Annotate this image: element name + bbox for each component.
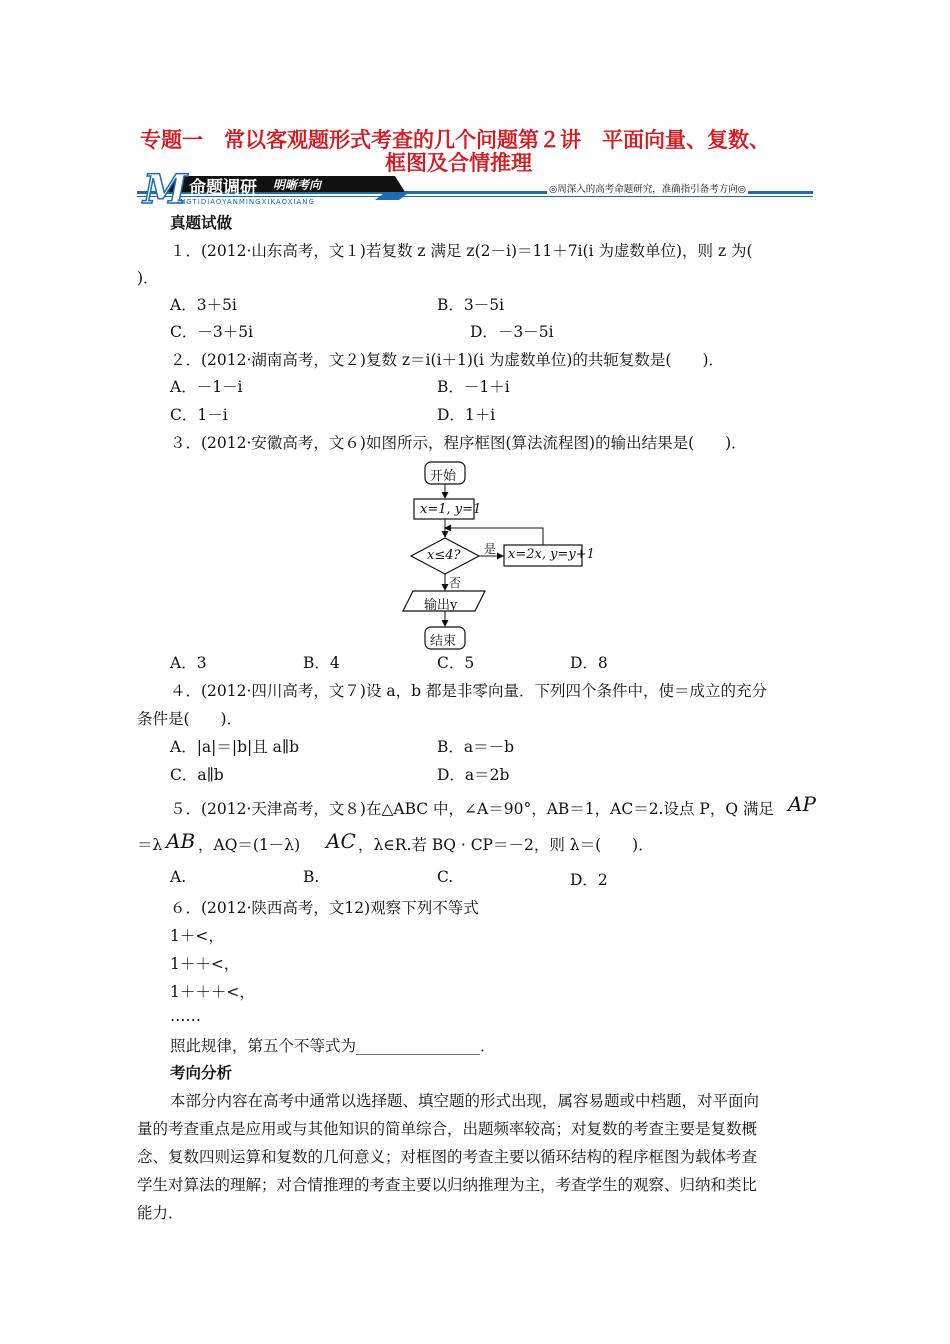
flow-start-label: 开始 — [430, 469, 457, 484]
q2-option-d: D．1＋i — [437, 406, 496, 424]
q5-stem-part-b: ，AQ＝(1－λ) — [198, 836, 301, 854]
banner-subheading: 明晰考向 — [273, 178, 322, 192]
q1-option-c: C．－3＋5i — [170, 323, 254, 341]
q3-option-c: C．5 — [437, 654, 475, 672]
q5-option-a: A. — [170, 868, 187, 886]
q4-option-b: B．a＝－b — [437, 738, 515, 756]
flow-body-label: x=2x, y=y+1 — [508, 547, 595, 562]
q5-option-c: C. — [437, 868, 454, 886]
flow-end-label: 结束 — [430, 634, 457, 649]
page-title-line1: 专题一 常以客观题形式考查的几个问题第２讲 平面向量、复数、 — [140, 128, 770, 152]
q2-option-b: B．－1＋i — [437, 378, 510, 396]
flow-no-label: 否 — [449, 576, 462, 590]
analysis-line: 量的考查重点是应用或与其他知识的简单综合，出题频率较高；对复数的考查主要是复数概 — [137, 1120, 758, 1138]
analysis-line: 学生对算法的理解；对合情推理的考查主要以归纳推理为主，考查学生的观察、归纳和类比 — [137, 1176, 758, 1194]
flow-output-label: 输出y — [424, 598, 458, 613]
banner-right-text: ◎周深入的高考命题研究，准确指引备考方向◎ — [547, 181, 748, 195]
q1-option-d: D．－3－5i — [470, 323, 554, 341]
q3-stem: ３．(2012·安徽高考，文６)如图所示，程序框图(算法流程图)的输出结果是( )． — [170, 434, 747, 452]
q5-vector-ac: AC — [326, 829, 356, 853]
q6-line3: 1＋＋＋<， — [170, 983, 255, 1001]
section-heading-real: 真题试做 — [170, 214, 233, 232]
analysis-line: 念、复数四则运算和复数的几何意义；对框图的考查主要以循环结构的程序框图为载体考查 — [137, 1148, 758, 1166]
flow-cond-label: x≤4? — [427, 548, 461, 563]
analysis-line: 本部分内容在高考中通常以选择题、填空题的形式出现，属容易题或中档题，对平面向 — [170, 1092, 760, 1110]
banner-heading: 命题调研 — [189, 178, 257, 198]
q3-option-a: A．3 — [170, 654, 207, 672]
q6-line2: 1＋＋<， — [170, 955, 240, 973]
q1-stem-cont: )． — [137, 269, 159, 287]
q3-option-d: D．8 — [570, 654, 608, 672]
q6-stem: ６．(2012·陕西高考，文12)观察下列不等式 — [170, 899, 479, 917]
section-banner — [137, 166, 813, 213]
banner-letter: M — [143, 166, 188, 213]
q1-option-b: B．3－5i — [437, 296, 505, 314]
q5-stem: ５．(2012·天津高考，文８)在△ABC 中，∠A＝90°，AB＝1，AC＝2.设点 P，Q 满足 — [170, 800, 774, 818]
page-title-line2: 框图及合情推理 — [385, 151, 532, 175]
q4-option-c: C．a∥b — [170, 766, 224, 784]
q5-stem-part-c: ，λ∈R.若 BQ · CP＝－2，则 λ＝( )． — [358, 836, 654, 854]
q4-option-a: A．|a|＝|b|且 a∥b — [170, 738, 299, 756]
analysis-line: 能力． — [137, 1204, 184, 1222]
q5-option-b: B. — [303, 868, 320, 886]
q4-stem-cont: 条件是( )． — [137, 710, 243, 728]
flow-init-label: x=1, y=1 — [420, 502, 482, 517]
q6-line4: …… — [170, 1007, 201, 1025]
banner-pinyin: INGTIDIAOYANMINGXIKAOXIANG — [177, 198, 315, 206]
q5-option-d: D．2 — [570, 871, 608, 889]
q5-vector-ap: AP — [788, 792, 816, 816]
q4-stem: ４．(2012·四川高考，文７)设 a，b 都是非零向量．下列四个条件中，使＝成立的充分 — [170, 682, 767, 700]
section-heading-analysis: 考向分析 — [170, 1064, 233, 1082]
q1-option-a: A．3＋5i — [170, 296, 237, 314]
q5-stem-part-a: ＝λ — [137, 836, 163, 854]
q1-stem: １．(2012·山东高考，文１)若复数 z 满足 z(2－i)＝11＋7i(i 为虚数单位)，则 z 为( — [170, 242, 753, 260]
q2-option-c: C．1－i — [170, 406, 228, 424]
q5-vector-ab: AB — [166, 829, 196, 853]
q2-stem: ２．(2012·湖南高考，文２)复数 z＝i(i＋1)(i 为虚数单位)的共轭复数是( )． — [170, 351, 725, 369]
q3-option-b: B．4 — [303, 654, 340, 672]
q4-option-d: D．a＝2b — [437, 766, 510, 784]
flow-yes-label: 是 — [484, 542, 497, 556]
q6-line1: 1＋<， — [170, 927, 224, 945]
q2-option-a: A．－1－i — [170, 378, 243, 396]
q6-ask: 照此规律，第五个不等式为________________． — [170, 1037, 496, 1055]
